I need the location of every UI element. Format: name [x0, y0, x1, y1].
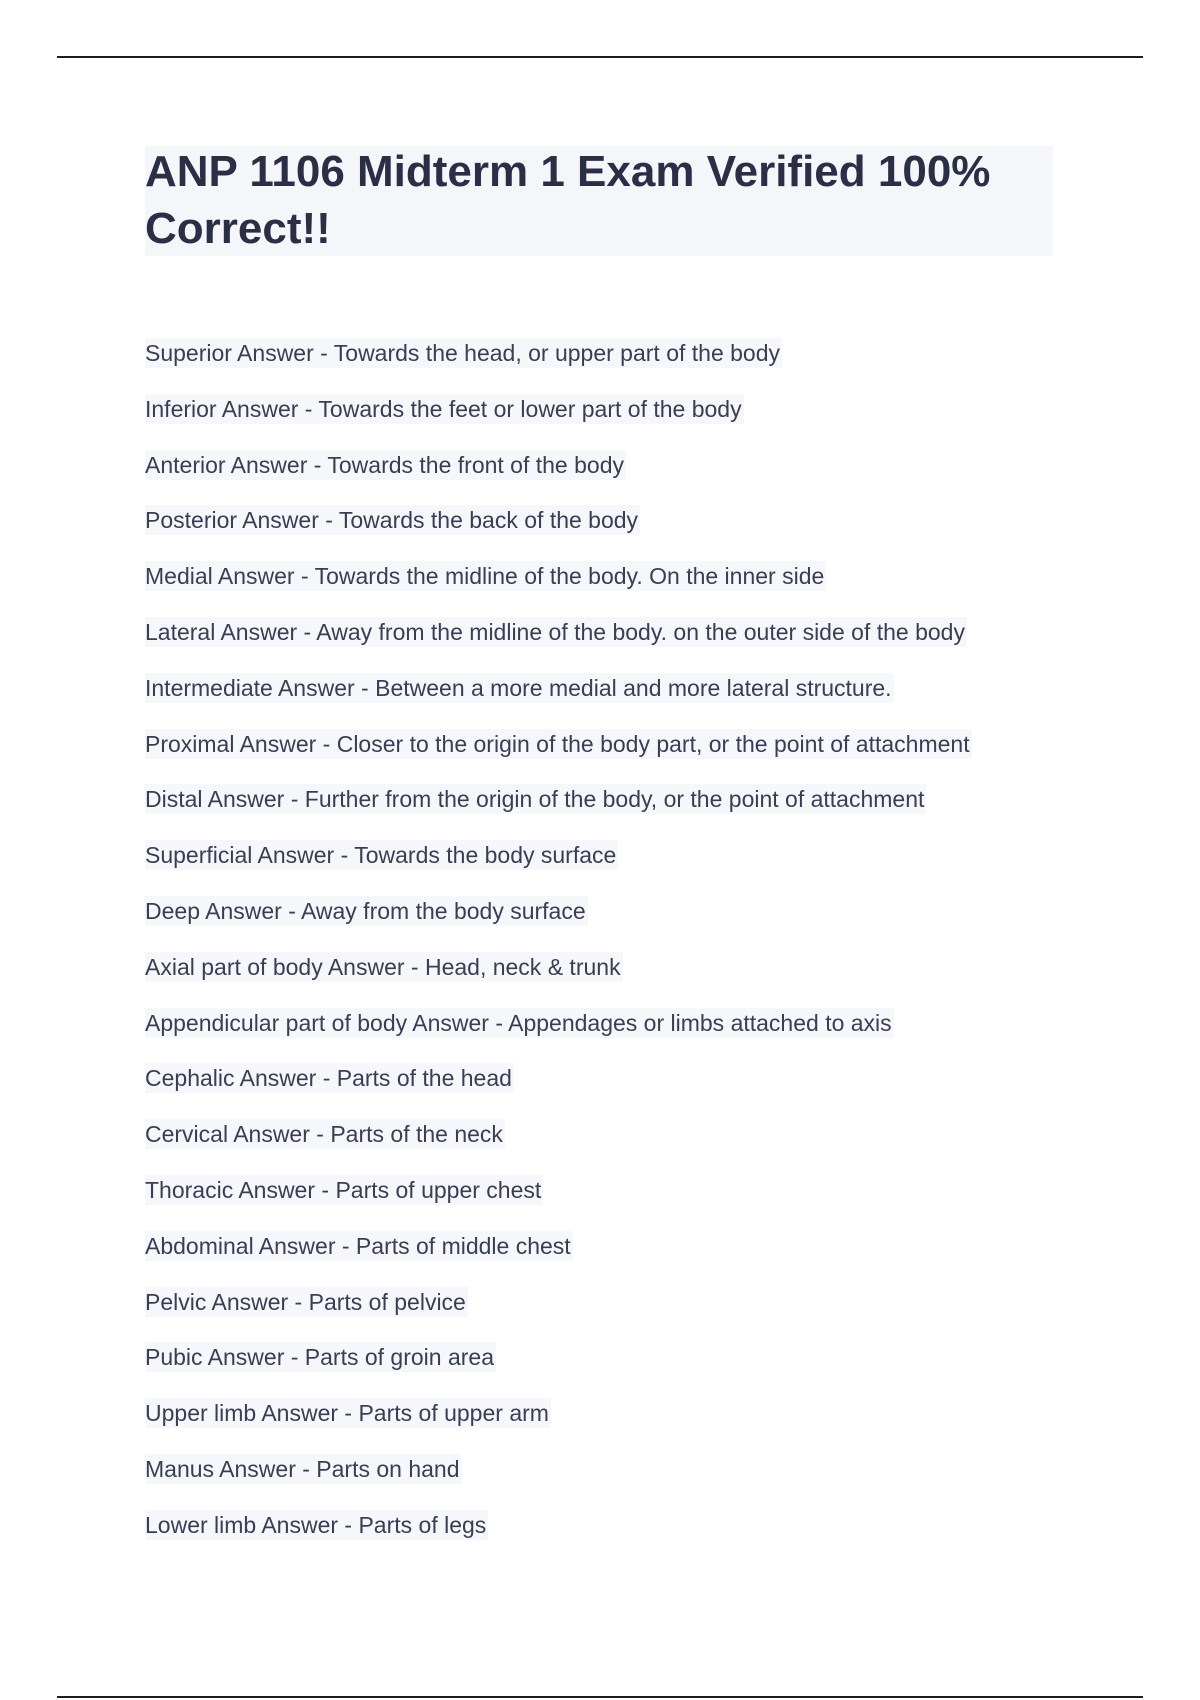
- list-item: [145, 448, 1075, 504]
- qa-text: Upper limb Answer - Parts of upper arm: [145, 1400, 549, 1427]
- list-item: [145, 1340, 1075, 1396]
- list-item: [145, 1452, 1075, 1508]
- qa-text: Superior Answer - Towards the head, or upper part of the body: [145, 340, 781, 366]
- qa-text: Axial part of body Answer - Head, neck & trunk: [145, 953, 621, 980]
- list-item: [145, 559, 1075, 615]
- qa-text: Medial Answer - Towards the midline of the body. On the inner side: [145, 563, 825, 590]
- qa-text: Cephalic Answer - Parts of the head: [145, 1065, 512, 1092]
- list-item: [145, 1285, 1075, 1341]
- list-item: [145, 1173, 1075, 1229]
- qa-text: Distal Answer - Further from the origin of the body, or the point of attachment: [145, 786, 925, 813]
- qa-text: Thoracic Answer - Parts of upper chest: [145, 1176, 542, 1203]
- list-item: [145, 1508, 1075, 1564]
- list-item: [145, 1229, 1075, 1285]
- list-item: [145, 1396, 1075, 1452]
- list-item: [145, 894, 1075, 950]
- qa-text: Cervical Answer - Parts of the neck: [145, 1121, 503, 1148]
- qa-text: Lower limb Answer - Parts of legs: [145, 1511, 487, 1538]
- qa-text: Superficial Answer - Towards the body surface: [145, 842, 617, 869]
- qa-list: [145, 336, 1075, 1564]
- qa-text: Inferior Answer - Towards the feet or lower part of the body: [145, 395, 742, 422]
- page-title: ANP 1106 Midterm 1 Exam Verified 100% Correct!!: [145, 147, 991, 253]
- qa-text: Deep Answer - Away from the body surface: [145, 897, 586, 924]
- list-item: [145, 1117, 1075, 1173]
- top-rule: [57, 56, 1143, 58]
- qa-text: Pubic Answer - Parts of groin area: [145, 1344, 494, 1371]
- list-item: [145, 950, 1075, 1006]
- qa-text: Manus Answer - Parts on hand: [145, 1455, 460, 1482]
- list-item: [145, 1006, 1075, 1062]
- list-item: [145, 838, 1075, 894]
- qa-text: Intermediate Answer - Between a more medial and more lateral structure.: [145, 674, 892, 701]
- title-block: [145, 146, 1053, 256]
- qa-text: Anterior Answer - Towards the front of the body: [145, 451, 624, 478]
- list-item: [145, 782, 1075, 838]
- list-item: [145, 336, 1075, 392]
- list-item: [145, 671, 1075, 727]
- qa-text: Pelvic Answer - Parts of pelvice: [145, 1288, 466, 1315]
- list-item: [145, 503, 1075, 559]
- qa-text: Abdominal Answer - Parts of middle chest: [145, 1232, 571, 1259]
- qa-text: Proximal Answer - Closer to the origin of the body part, or the point of attachment: [145, 730, 970, 757]
- list-item: [145, 615, 1075, 671]
- qa-text: Lateral Answer - Away from the midline of the body. on the outer side of the body: [145, 618, 965, 645]
- qa-text: Appendicular part of body Answer - Appendages or limbs attached to axis: [145, 1009, 892, 1036]
- list-item: [145, 392, 1075, 448]
- list-item: [145, 727, 1075, 783]
- list-item: [145, 1061, 1075, 1117]
- qa-text: Posterior Answer - Towards the back of the body: [145, 507, 639, 534]
- bottom-rule: [57, 1696, 1143, 1698]
